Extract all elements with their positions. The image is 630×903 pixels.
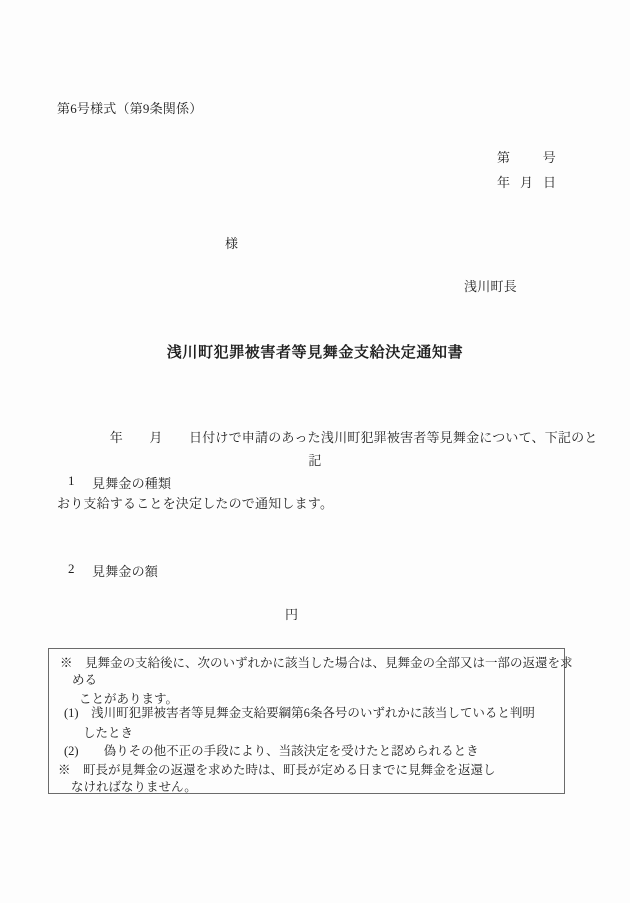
form-number-label: 第6号様式（第9条関係） [57,101,203,116]
body-line-2: おり支給することを決定したので通知します。 [57,496,334,511]
document-title: 浅川町犯罪被害者等見舞金支給決定通知書 [166,345,464,361]
amount-unit-label: 円 [285,607,299,622]
record-item-2-number: 2 [68,561,75,576]
record-item-2-label: 見舞金の額 [92,564,159,579]
doc-number-suffix: 号 [542,150,556,165]
date-blank-field: 年 月 日 [497,175,555,190]
addressee-suffix: 様 [225,236,239,251]
note-line: (1) 浅川町犯罪被害者等見舞金支給要綱第6条各号のいずれかに該当していると判明 [64,706,535,720]
record-marker: 記 [308,453,322,468]
record-item-1-label: 見舞金の種類 [92,476,172,491]
record-item-1-number: 1 [68,473,75,488]
notes-box [48,648,573,794]
doc-number-prefix: 第 [497,150,511,165]
note-line: ※ 見舞金の支給後に、次のいずれかに該当した場合は、見舞金の全部又は一部の返還を求 [60,656,573,670]
note-line: なければなりません。 [71,780,197,794]
note-line: したとき [83,726,134,740]
doc-number-field [497,147,556,166]
note-line: ※ 町長が見舞金の返還を求めた時は、町長が定める日までに見舞金を返還し [58,763,496,777]
body-paragraph [57,383,598,559]
body-line-1: 年 月 日付けで申請のあった浅川町犯罪被害者等見舞金について、下記のと [57,430,598,445]
note-line: める [72,673,98,687]
sender-title: 浅川町長 [464,279,517,294]
note-line: ことがあります。 [79,692,179,706]
note-line: (2) 偽りその他不正の手段により、当該決定を受けたと認められるとき [64,744,479,758]
